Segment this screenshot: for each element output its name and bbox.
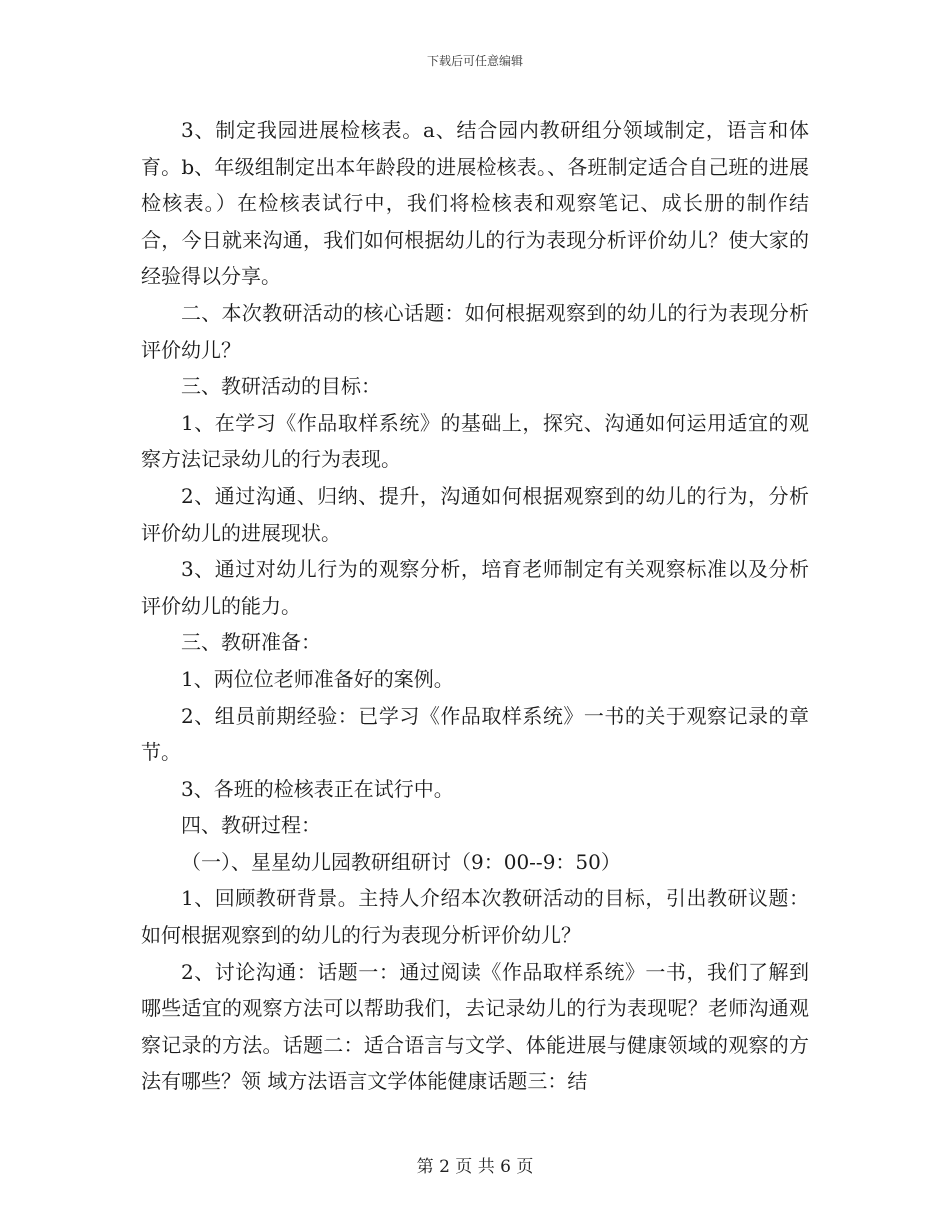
paragraph-4: 1、在学习《作品取样系统》的基础上，探究、沟通如何运用适宜的观察方法记录幼儿的行为表现。 — [141, 410, 809, 472]
paragraph-14: 2、讨论沟通：话题一：通过阅读《作品取样系统》一书，我们了解到哪些适宜的观察方法可以帮助我们，去记录幼儿的行为表现呢？老师沟通观察记录的方法。话题二：适合语言与文学、体能进展与健康领域的观察的方法有哪些？领 域方法语言文学体能健康话题三：结 — [141, 959, 809, 1094]
paragraph-3: 三、教研活动的目标： — [181, 374, 381, 399]
page-header: 下载后可任意编辑 — [426, 54, 523, 68]
paragraph-13: 1、回顾教研背景。主持人介绍本次教研活动的目标，引出教研议题：如何根据观察到的幼儿的行为表现分析评价幼儿？ — [141, 886, 809, 948]
paragraph-6: 3、通过对幼儿行为的观察分析，培育老师制定有关观察标准以及分析评价幼儿的能力。 — [141, 557, 809, 618]
paragraph-5: 2、通过沟通、归纳、提升，沟通如何根据观察到的幼儿的行为，分析评价幼儿的进展现状。 — [141, 483, 809, 545]
paragraph-1: 3、制定我园进展检核表。a、结合园内教研组分领域制定，语言和体育。b、年级组制定出本年龄段的进展检核表。、各班制定适合自己班的进展检核表。）在检核表试行中，我们将检核表和观察笔记、成长册的制作结合，今日就来沟通，我们如何根据幼儿的行为表现分析评价幼儿？使大家的经验得以分享。 — [141, 118, 809, 289]
paragraph-8: 1、两位位老师准备好的案例。 — [181, 666, 454, 691]
paragraph-9: 2、组员前期经验：已学习《作品取样系统》一书的关于观察记录的章节。 — [141, 703, 809, 765]
paragraph-12: （一）、星星幼儿园教研组研讨（9：00--9：50） — [181, 849, 621, 874]
page-footer: 第 2 页 共 6 页 — [416, 1157, 534, 1177]
document-body — [141, 112, 809, 1100]
paragraph-10: 3、各班的检核表正在试行中。 — [181, 776, 454, 801]
paragraph-2: 二、本次教研活动的核心话题：如何根据观察到的幼儿的行为表现分析评价幼儿？ — [141, 300, 809, 362]
paragraph-11: 四、教研过程： — [181, 813, 321, 838]
paragraph-7: 三、教研准备： — [181, 630, 321, 655]
